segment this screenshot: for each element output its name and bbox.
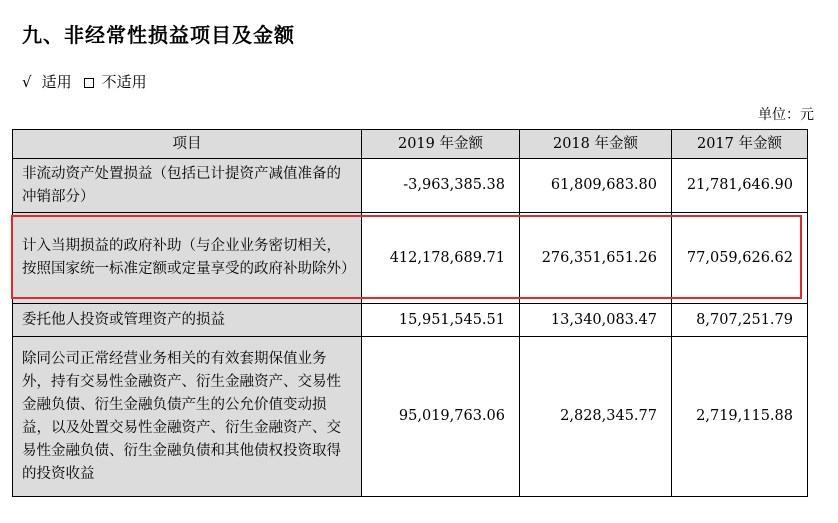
table-row xyxy=(13,213,808,304)
header-item: 项目 xyxy=(13,130,362,159)
row-value-2018: 2,828,345.77 xyxy=(520,337,672,497)
row-value-2018: 61,809,683.80 xyxy=(520,159,672,213)
row-value-2017: 2,719,115.88 xyxy=(672,337,808,497)
section-heading: 九、非经常性损益项目及金额 xyxy=(22,23,295,47)
applicable-label: 适用 xyxy=(41,73,72,91)
row-value-2017: 21,781,646.90 xyxy=(672,159,808,213)
row-value-2017: 77,059,626.62 xyxy=(672,213,808,304)
applicability-options xyxy=(22,71,147,92)
table-row xyxy=(13,337,808,497)
not-applicable-label: 不适用 xyxy=(101,73,147,91)
row-value-2019: 15,951,545.51 xyxy=(362,304,520,337)
row-value-2017: 8,707,251.79 xyxy=(672,304,808,337)
table-header-row xyxy=(13,130,808,159)
row-item: 计入当期损益的政府补助（与企业业务密切相关，按照国家统一标准定额或定量享受的政府补助除外） xyxy=(13,213,362,304)
row-item: 委托他人投资或管理资产的损益 xyxy=(13,304,362,337)
header-2018: 2018 年金额 xyxy=(520,130,672,159)
row-value-2018: 13,340,083.47 xyxy=(520,304,672,337)
header-2017: 2017 年金额 xyxy=(672,130,808,159)
row-value-2019: -3,963,385.38 xyxy=(362,159,520,213)
header-2019: 2019 年金额 xyxy=(362,130,520,159)
row-value-2019: 95,019,763.06 xyxy=(362,337,520,497)
row-item: 除同公司正常经营业务相关的有效套期保值业务外，持有交易性金融资产、衍生金融资产、交易性金融负债、衍生金融负债产生的公允价值变动损益，以及处置交易性金融资产、衍生金融资产、交易性金融负债、衍生金融负债和其他债权投资取得的投资收益 xyxy=(13,337,362,497)
row-item: 非流动资产处置损益（包括已计提资产减值准备的冲销部分） xyxy=(13,159,362,213)
table-row xyxy=(13,304,808,337)
row-value-2018: 276,351,651.26 xyxy=(520,213,672,304)
check-mark-icon: √ xyxy=(22,72,32,91)
non-recurring-gains-table xyxy=(12,129,808,497)
row-value-2019: 412,178,689.71 xyxy=(362,213,520,304)
empty-checkbox-icon xyxy=(84,78,94,88)
unit-label: 单位：元 xyxy=(758,107,814,123)
table-row xyxy=(13,159,808,213)
